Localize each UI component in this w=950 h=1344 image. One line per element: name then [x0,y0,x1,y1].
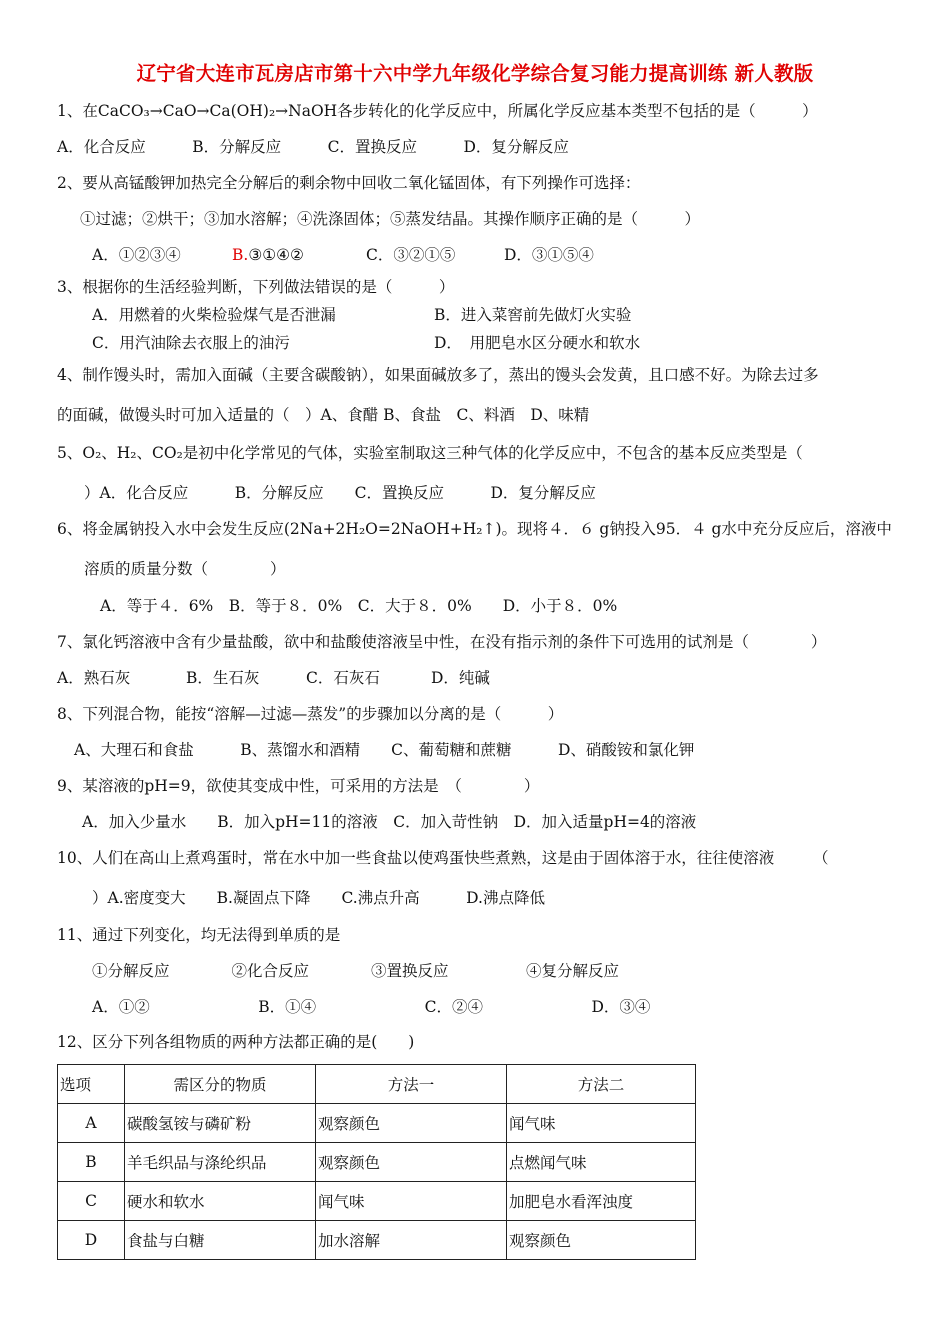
question-9-stem: 9、某溶液的pH=9，欲使其变成中性，可采用的方法是 （ ） [57,777,540,795]
table-cell-method-2: 闻气味 [507,1104,696,1143]
page-title: 辽宁省大连市瓦房店市第十六中学九年级化学综合复习能力提高训练 新人教版 [136,62,814,85]
table-cell-method-1: 观察颜色 [316,1104,507,1143]
table-header-method-2: 方法二 [507,1065,696,1104]
question-6-line-2: 溶质的质量分数（ ） [84,560,286,578]
question-3-option-b: B．进入菜窖前先做灯火实验 [434,306,632,324]
question-1-stem: 1、在CaCO₃→CaO→Ca(OH)₂→NaOH各步转化的化学反应中，所属化学反应基本类型不包括的是（ ） [57,102,818,120]
question-5-line-2: ）A．化合反应 B．分解反应 C．置换反应 D．复分解反应 [84,484,596,502]
question-8-options: A、大理石和食盐 B、蒸馏水和酒精 C、葡萄糖和蔗糖 D、硝酸铵和氯化钾 [74,741,695,759]
question-2-option-b-letter: B. [232,246,249,264]
table-cell-substances: 食盐与白糖 [125,1221,316,1260]
table-cell-substances: 硬水和软水 [125,1182,316,1221]
question-11-options: A．①② B．①④ C．②④ D．③④ [92,998,651,1016]
question-6-options: A．等于４．6% B．等于８．0% C．大于８．0% D．小于８．0% [100,597,618,615]
question-2-steps: ①过滤；②烘干；③加水溶解；④洗涤固体；⑤蒸发结晶。其操作顺序正确的是（ ） [80,210,701,228]
question-2-option-b-text: ③①④② [248,246,304,264]
question-12-table [57,1064,696,1260]
table-cell-method-2: 加肥皂水看浑浊度 [507,1182,696,1221]
question-7-option-a: A．熟石灰 [57,669,131,687]
question-11-stem: 11、通过下列变化，均无法得到单质的是 [57,926,341,944]
question-9-options: A．加入少量水 B．加入pH=11的溶液 C．加入苛性钠 D．加入适量pH=4的溶液 [82,813,697,831]
table-cell-option: A [58,1104,125,1143]
table-cell-method-2: 观察颜色 [507,1221,696,1260]
question-10-line-2: ）A.密度变大 B.凝固点下降 C.沸点升高 D.沸点降低 [92,889,545,907]
table-row [58,1104,696,1143]
table-row [58,1221,696,1260]
table-header-row [58,1065,696,1104]
question-7-option-b: B．生石灰 [186,669,260,687]
question-12-stem: 12、区分下列各组物质的两种方法都正确的是( ) [57,1033,415,1051]
table-cell-method-1: 加水溶解 [316,1221,507,1260]
table-cell-substances: 羊毛织品与涤纶织品 [125,1143,316,1182]
question-3-option-a: A．用燃着的火柴检验煤气是否泄漏 [92,306,336,324]
table-row [58,1182,696,1221]
question-4-line-2: 的面碱，做馒头时可加入适量的（ ）A、食醋 B、食盐 C、料酒 D、味精 [57,406,590,424]
question-5-line-1: 5、O₂、H₂、CO₂是初中化学常见的气体，实验室制取这三种气体的化学反应中，不包含的基本反应类型是（ [57,444,803,462]
question-1-options: A．化合反应 B．分解反应 C．置换反应 D．复分解反应 [57,138,569,156]
question-2-option-c: C．③②①⑤ [366,246,456,264]
question-2-option-a: A．①②③④ [92,246,181,264]
question-11-choices: ①分解反应 ②化合反应 ③置换反应 ④复分解反应 [92,962,620,980]
question-3-option-c: C．用汽油除去衣服上的油污 [92,334,290,352]
table-cell-option: D [58,1221,125,1260]
table-row [58,1143,696,1182]
question-3-option-d: D． 用肥皂水区分硬水和软水 [434,334,641,352]
question-10-line-1: 10、人们在高山上煮鸡蛋时，常在水中加一些食盐以使鸡蛋快些煮熟，这是由于固体溶于水，往往使溶液 （ [57,849,829,867]
question-8-stem: 8、下列混合物，能按“溶解—过滤—蒸发”的步骤加以分离的是（ ） [57,705,564,723]
table-cell-option: C [58,1182,125,1221]
table-cell-substances: 碳酸氢铵与磷矿粉 [125,1104,316,1143]
table-cell-method-1: 观察颜色 [316,1143,507,1182]
table-cell-method-2: 点燃闻气味 [507,1143,696,1182]
question-6-line-1: 6、将金属钠投入水中会发生反应(2Na+2H₂O=2NaOH+H₂↑)。现将４．６ g钠投入95．４ g水中充分反应后，溶液中 [57,520,892,538]
table-cell-option: B [58,1143,125,1182]
question-7-stem: 7、氯化钙溶液中含有少量盐酸，欲中和盐酸使溶液呈中性，在没有指示剂的条件下可选用的试剂是（ ） [57,633,827,651]
table-header-option: 选项 [58,1065,125,1104]
table-header-method-1: 方法一 [316,1065,507,1104]
table-header-substances: 需区分的物质 [125,1065,316,1104]
question-4-line-1: 4、制作馒头时，需加入面碱（主要含碳酸钠），如果面碱放多了，蒸出的馒头会发黄，且口感不好。为除去过多 [57,366,819,384]
question-7-option-c: C．石灰石 [306,669,380,687]
question-3-stem: 3、根据你的生活经验判断，下列做法错误的是（ ） [57,278,455,296]
question-7-option-d: D．纯碱 [431,669,490,687]
question-2-option-b [232,245,304,265]
question-2-stem: 2、要从高锰酸钾加热完全分解后的剩余物中回收二氧化锰固体，有下列操作可选择： [57,174,641,192]
table-cell-method-1: 闻气味 [316,1182,507,1221]
question-2-option-d: D．③①⑤④ [504,246,594,264]
